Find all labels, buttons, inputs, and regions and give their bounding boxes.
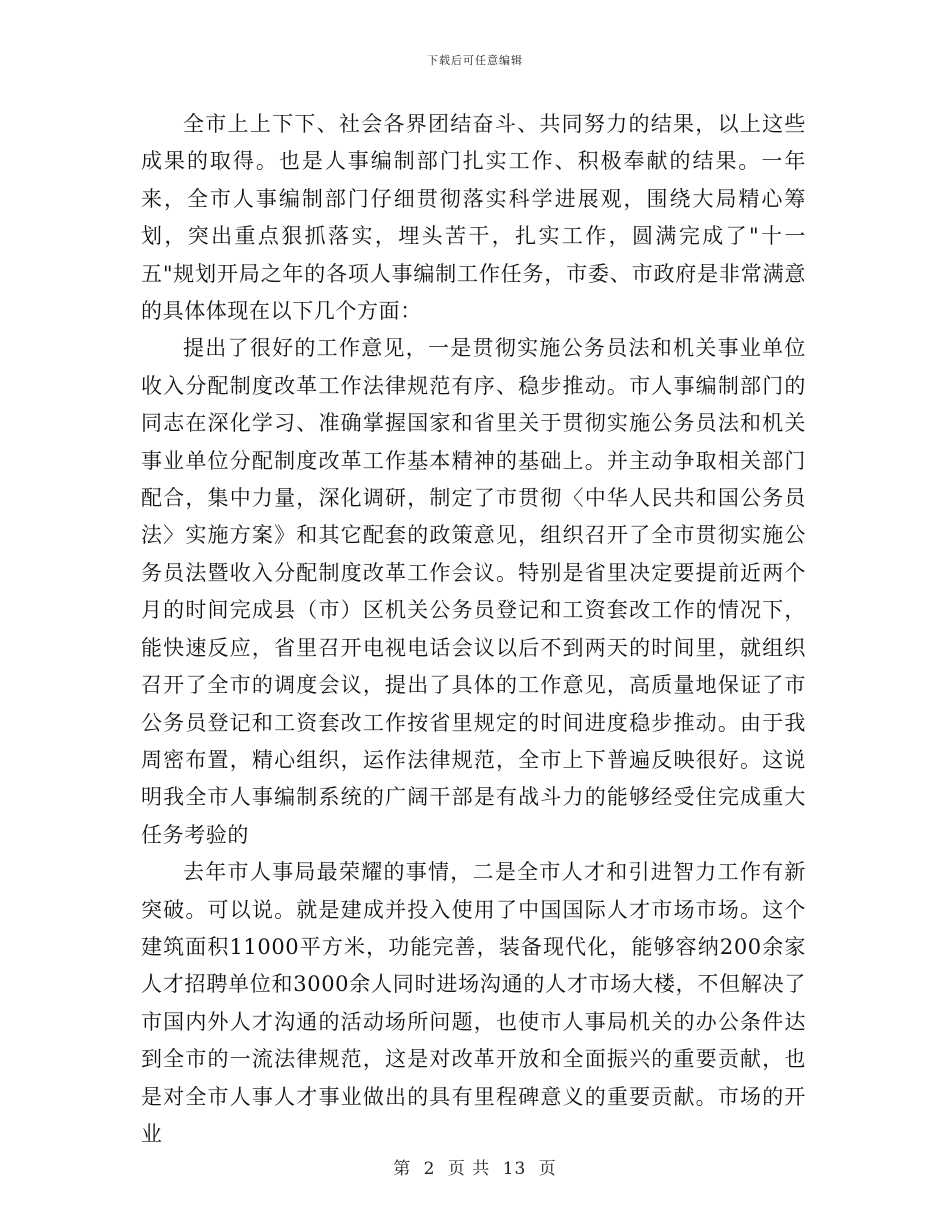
footer-suffix: 页 [538, 1159, 557, 1179]
footer-prefix: 第 [393, 1159, 412, 1179]
page-header: 下载后可任意编辑 [427, 54, 523, 67]
document-body [141, 106, 806, 1153]
page-footer [0, 1154, 950, 1179]
paragraph-2: 提出了很好的工作意见，一是贯彻实施公务员法和机关事业单位收入分配制度改革工作法律规范有序、稳步推动。市人事编制部门的同志在深化学习、准确掌握国家和省里关于贯彻实施公务员法和机关事业单位分配制度改革工作基本精神的基础上。并主动争取相关部门配合，集中力量，深化调研，制定了市贯彻〈中华人民共和国公务员法〉实施方案》和其它配套的政策意见，组织召开了全市贯彻实施公务员法暨收入分配制度改革工作会议。特别是省里决定要提前近两个月的时间完成县（市）区机关公务员登记和工资套改工作的情况下，能快速反应，省里召开电视电话会议以后不到两天的时间里，就组织召开了全市的调度会议，提出了具体的工作意见，高质量地保证了市公务员登记和工资套改工作按省里规定的时间进度稳步推动。由于我周密布置，精心组织，运作法律规范，全市上下普遍反映很好。这说明我全市人事编制系统的广阔干部是有战斗力的能够经受住完成重大任务考验的 [141, 336, 806, 847]
paragraph-3: 去年市人事局最荣耀的事情，二是全市人才和引进智力工作有新突破。可以说。就是建成并投入使用了中国国际人才市场市场。这个建筑面积11000平方米，功能完善，装备现代化，能够容纳200余家人才招聘单位和3000余人同时进场沟通的人才市场大楼，不但解决了市国内外人才沟通的活动场所问题，也使市人事局机关的办公条件达到全市的一流法律规范，这是对改革开放和全面振兴的重要贡献，也是对全市人事人才事业做出的具有里程碑意义的重要贡献。市场的开业 [141, 860, 806, 1146]
footer-page-number: 2 [423, 1159, 436, 1179]
footer-middle: 页 共 [447, 1159, 491, 1179]
paragraph-1: 全市上上下下、社会各界团结奋斗、共同努力的结果，以上这些成果的取得。也是人事编制部门扎实工作、积极奉献的结果。一年来，全市人事编制部门仔细贯彻落实科学进展观，围绕大局精心筹划，突出重点狠抓落实，埋头苦干，扎实工作，圆满完成了"十一五"规划开局之年的各项人事编制工作任务，市委、市政府是非常满意的具体体现在以下几个方面： [141, 112, 806, 324]
footer-total-pages: 13 [502, 1159, 527, 1179]
